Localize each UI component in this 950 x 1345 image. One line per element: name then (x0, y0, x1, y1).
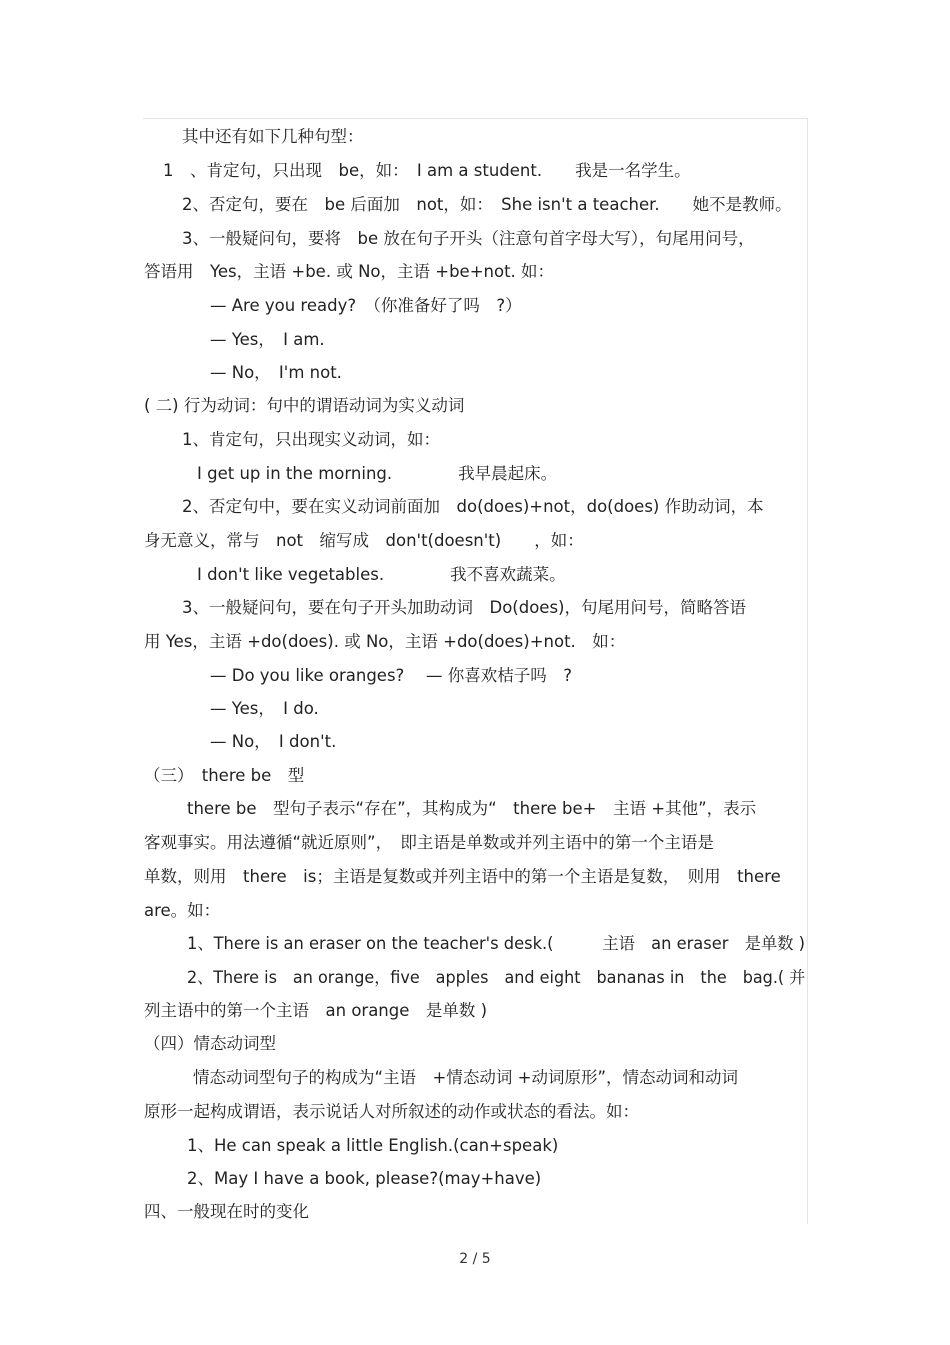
text-line: 原形一起构成谓语，表示说话人对所叙述的动作或状态的看法。如： (144, 1102, 639, 1121)
text-line: — Yes， I do. (210, 699, 319, 718)
text-line: 3、一般疑问句，要将 be 放在句子开头（注意句首字母大写），句尾用问号， (182, 229, 755, 248)
text-line: 用 Yes，主语 +do(does). 或 No，主语 +do(does)+not. 如： (144, 632, 626, 651)
text-line: 1、There is an eraser on the teacher's desk.( 主语 an eraser 是单数 ) (187, 934, 806, 953)
text-line: — Are you ready? （你准备好了吗 ?） (210, 296, 522, 315)
section-heading: 四、一般现在时的变化 (144, 1202, 309, 1221)
text-line: 身无意义，常与 not 缩写成 don't(doesn't) ，如： (144, 531, 584, 550)
text-line: — No， I'm not. (210, 363, 342, 382)
text-line: 2、否定句，要在 be 后面加 not，如： She isn't a teacher. 她不是教师。 (182, 195, 792, 214)
text-line: 1 、肯定句，只出现 be，如： I am a student. 我是一名学生。 (163, 161, 691, 180)
text-line: — Yes， I am. (210, 330, 325, 349)
text-line: 2、否定句中，要在实义动词前面加 do(does)+not，do(does) 作助动词，本 (182, 497, 764, 516)
text-line: — No， I don't. (210, 732, 337, 751)
text-line: 1、肯定句，只出现实义动词，如： (182, 430, 440, 449)
page-number: 2 / 5 (459, 1251, 491, 1267)
text-line: 列主语中的第一个主语 an orange 是单数 ) (144, 1001, 488, 1020)
section-heading: ( 二) 行为动词：句中的谓语动词为实义动词 (144, 396, 465, 415)
text-line: 2、May I have a book, please?(may+have) (187, 1169, 542, 1188)
text-line: are。如： (144, 901, 221, 920)
text-line: — Do you like oranges? — 你喜欢桔子吗 ? (210, 666, 573, 685)
text-line: 单数，则用 there is；主语是复数或并列主语中的第一个主语是复数， 则用 there (144, 867, 781, 886)
text-line: 1、He can speak a little English.(can+speak) (187, 1136, 559, 1155)
section-heading: （四）情态动词型 (144, 1034, 276, 1053)
text-line: I don't like vegetables. 我不喜欢蔬菜。 (197, 565, 566, 584)
text-line: 客观事实。用法遵循“就近原则”， 即主语是单数或并列主语中的第一个主语是 (144, 833, 714, 852)
text-line: 其中还有如下几种句型： (182, 127, 364, 146)
text-line: I get up in the morning. 我早晨起床。 (197, 464, 558, 483)
text-line: there be 型句子表示“存在”，其构成为“ there be+ 主语 +其他”，表示 (187, 799, 757, 818)
section-heading: （三） there be 型 (144, 766, 305, 785)
text-line: 答语用 Yes，主语 +be. 或 No，主语 +be+not. 如： (144, 262, 555, 281)
text-line: 2、There is an orange，five apples and eight bananas in the bag.( 并 (187, 968, 806, 987)
text-line: 3、一般疑问句，要在句子开头加助动词 Do(does)，句尾用问号，简略答语 (182, 598, 746, 617)
text-line: 情态动词型句子的构成为“主语 +情态动词 +动词原形”，情态动词和动词 (193, 1068, 738, 1087)
